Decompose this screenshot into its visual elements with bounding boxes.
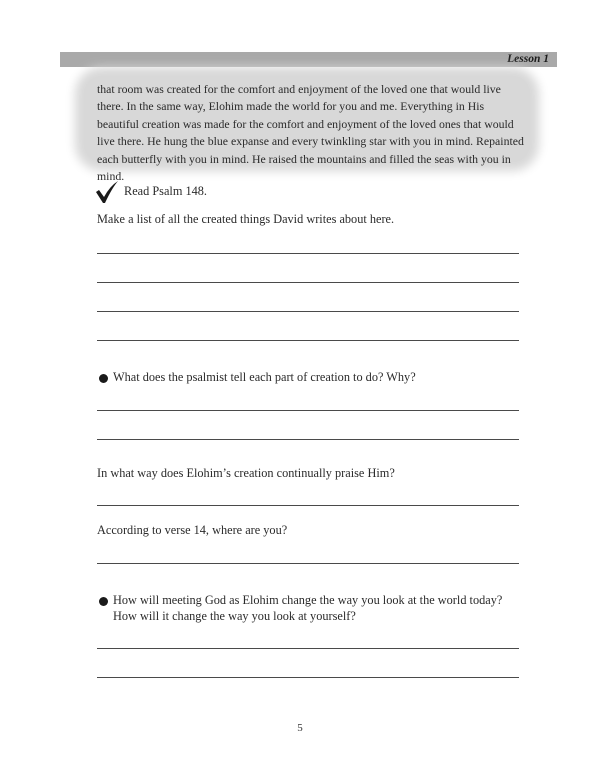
page-number: 5 (297, 722, 303, 734)
answer-line[interactable] (97, 677, 519, 678)
question-5-line-2: How will it change the way you look at yourself? (113, 609, 356, 623)
answer-line[interactable] (97, 410, 519, 411)
question-5-line-1: How will meeting God as Elohim change the way you look at the world today? (113, 593, 503, 607)
question-1: Make a list of all the created things David writes about here. (97, 212, 395, 226)
answer-line[interactable] (97, 340, 519, 341)
answer-line[interactable] (97, 253, 519, 254)
answer-line[interactable] (97, 439, 519, 440)
answer-line[interactable] (97, 563, 519, 564)
passage-text: that room was created for the comfort and enjoyment of the loved one that would live there. In the same way, Elohim made the world for you and me. Everything in His beautiful creation was made for the comfort and enjoyment of the loved ones that would live there. He hung the blue expanse and every twinkling star with you in mind. Repainted each butterfly with you in mind. He raised the mountains and filled the seas with you in mind. (97, 82, 524, 184)
lesson-label: Lesson 1 (507, 53, 549, 65)
lesson-header-bar (60, 52, 557, 67)
question-4: According to verse 14, where are you? (97, 523, 288, 537)
checkmark-icon (95, 180, 119, 204)
read-psalm-instruction: Read Psalm 148. (124, 184, 207, 198)
answer-line[interactable] (97, 505, 519, 506)
question-2: What does the psalmist tell each part of creation to do? Why? (113, 370, 416, 384)
bullet-icon (99, 374, 108, 383)
question-3: In what way does Elohim’s creation continually praise Him? (97, 466, 395, 480)
bullet-icon (99, 597, 108, 606)
answer-line[interactable] (97, 648, 519, 649)
answer-line[interactable] (97, 311, 519, 312)
answer-line[interactable] (97, 282, 519, 283)
